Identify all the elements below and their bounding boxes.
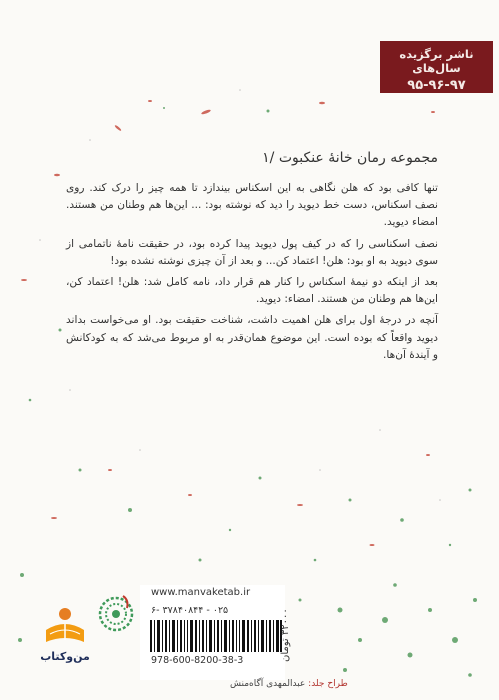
publisher-brand-name: من‌وکتاب (40, 650, 90, 663)
paragraph: تنها کافی بود که هلن نگاهی به این اسکناس بیندازد تا همه چیز را درک کند. روی نصف اسکناس، دست خط دیوید را دید که نوشته بود: ... این‌ها هم وطنان من هستند. امضاء دیوید. (66, 182, 438, 229)
isbn-number: 978-600-8200-38-3 (151, 655, 244, 666)
synopsis-text (66, 180, 438, 368)
publisher-logo (36, 604, 94, 672)
paragraph: نصف اسکناسی را که در کیف پول دیوید پیدا کرده بود، در حقیقت نامهٔ ناتمامی از سوی دیوید به او بود: هلن! اعتماد کن... و بعد از آن چیزی نوشته نشده بود! (66, 237, 438, 267)
designer-label: طراح جلد: (308, 679, 348, 689)
paragraph: آنچه در درجهٔ اول برای هلن اهمیت داشت، شناخت حقیقت بود. او می‌خواست بداند دیوید واقعاً که بوده است. این موضوع همان‌قدر به او مربوط می‌شد که به کودکانش و آیندهٔ آن‌ها. (66, 314, 438, 361)
publisher-phone: ۶- ۳۷۸۴۰۸۴۴ - ۰۲۵ (151, 605, 229, 616)
cover-designer-credit (230, 679, 348, 689)
series-title: مجموعه رمان خانهٔ عنکبوت /۱ (262, 150, 438, 166)
green-seal-logo-icon (95, 590, 137, 640)
price-label: ۳۲۰۰۰ تومان (280, 608, 291, 662)
book-reader-logo-icon (36, 604, 94, 650)
award-badge (380, 41, 493, 93)
badge-line1: ناشر برگزیده سال‌های (399, 47, 474, 75)
barcode-icon (150, 620, 282, 652)
paragraph: بعد از اینکه دو نیمهٔ اسکناس را کنار هم قرار داد، نامه کامل شد: هلن! اعتماد کن، این‌ها هم وطنان من هستند. امضاء: دیوید. (66, 276, 438, 306)
designer-name: عبدالمهدی آگاه‌منش (230, 679, 306, 689)
publisher-website: www.manvaketab.ir (151, 587, 251, 598)
badge-years: ۹۵-۹۶-۹۷ (407, 78, 466, 93)
